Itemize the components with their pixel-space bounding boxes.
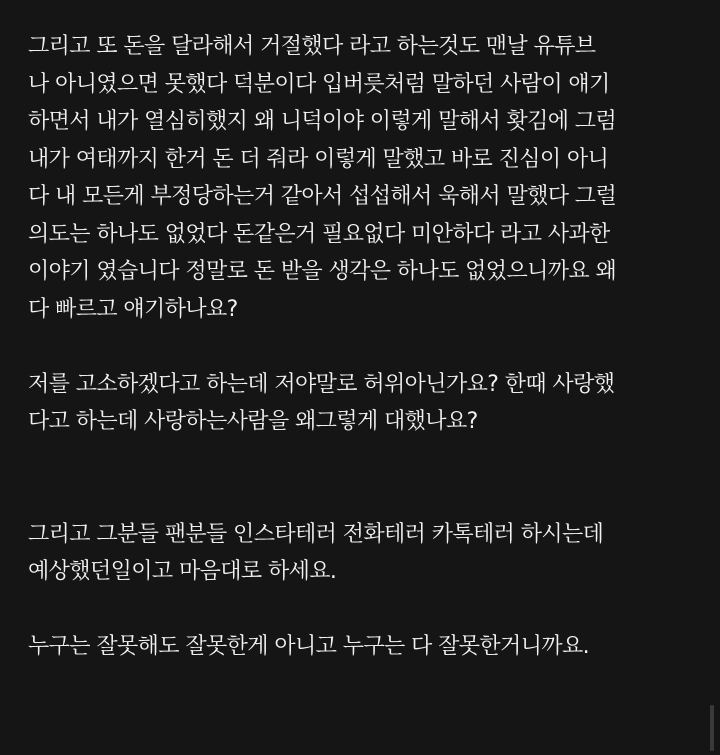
paragraph-spacer (28, 441, 690, 516)
paragraph-4-line-1: 누구는 잘못해도 잘못한게 아니고 누구는 다 잘못한거니까요. (28, 634, 590, 659)
paragraph-1-line-3: 하면서 내가 열심히했지 왜 니덕이야 이렇게 말해서 홧김에 그럼 (28, 109, 617, 134)
paragraph-1-line-7: 이야기 였습니다 정말로 돈 받을 생각은 하나도 없었으니까요 왜 (28, 259, 617, 284)
paragraph-1-line-8: 다 빠르고 얘기하나요? (28, 296, 238, 322)
paragraph-3-line-1: 그리고 그분들 팬분들 인스타테러 전화테러 카톡테러 하시는데 (28, 521, 604, 547)
paragraph-1-line-5: 다 내 모든게 부정당하는거 같아서 섭섭해서 욱해서 말했다 그럴 (28, 184, 617, 209)
paragraph-2-line-2: 다고 하는데 사랑하는사람을 왜그렇게 대했나요? (28, 409, 478, 434)
paragraph-1-line-4: 내가 여태까지 한거 돈 더 줘라 이렇게 말했고 바로 진심이 아니 (28, 146, 609, 172)
paragraph-spacer (28, 591, 690, 629)
paragraph-1-line-6: 의도는 하나도 없었다 돈같은거 필요없다 미안하다 라고 사과한 (28, 221, 610, 247)
paragraph-spacer (28, 328, 690, 366)
scrollbar[interactable] (710, 705, 714, 751)
paragraph-3-line-2: 예상했던일이고 마음대로 하세요. (28, 559, 337, 584)
paragraph-2-line-1: 저를 고소하겠다고 하는데 저야말로 허위아닌가요? 한때 사랑했 (28, 371, 615, 397)
paragraph-1-line-1: 그리고 또 돈을 달라해서 거절했다 라고 하는것도 맨날 유튜브 (28, 34, 596, 59)
paragraph-1-line-2: 나 아니였으면 못했다 덕분이다 입버릇처럼 말하던 사람이 얘기 (28, 71, 610, 97)
